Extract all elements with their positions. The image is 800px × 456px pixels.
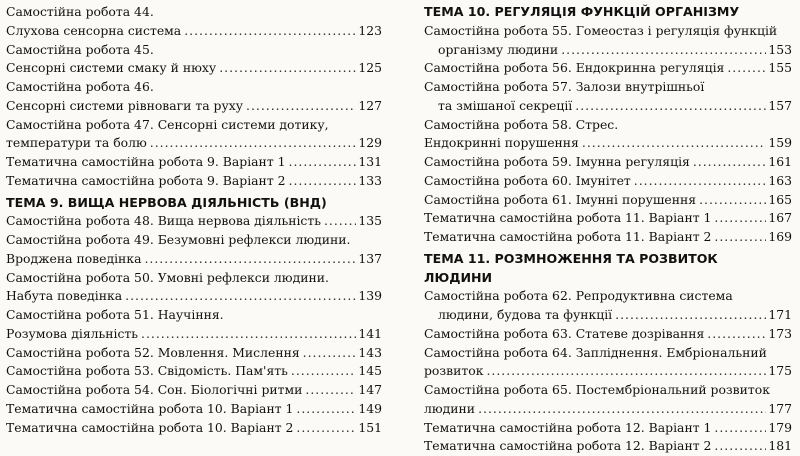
toc-entry-title: Самостійна робота 64. Запліднення. Ембріональний [424, 344, 767, 360]
toc-leader-dots [714, 437, 766, 456]
toc-leader-dots [324, 212, 356, 231]
toc-entry-title: Сенсорні системи рівноваги та руху [6, 97, 244, 113]
toc-entry [424, 400, 792, 419]
toc-leader-dots [184, 22, 356, 41]
toc-leader-dots [289, 153, 357, 172]
toc-page-number: 177 [768, 400, 792, 416]
toc-entry-title: Самостійна робота 56. Ендокринна регуляція [424, 60, 725, 76]
toc-leader-dots [144, 250, 356, 269]
toc-entry-title: Самостійна робота 63. Статеве дозрівання [424, 325, 705, 341]
toc-page-number: 179 [768, 419, 792, 435]
toc-heading-text: ТЕМА 10. РЕГУЛЯЦІЯ ФУНКЦІЙ ОРГАНІЗМУ [424, 4, 740, 19]
toc-entry [6, 22, 382, 41]
toc-entry [6, 250, 382, 269]
toc-leader-dots [634, 172, 767, 191]
toc-entry-title: Тематична самостійна робота 9. Варіант 1 [6, 154, 286, 169]
toc-page-number: 141 [358, 325, 382, 341]
toc-leader-dots [305, 381, 356, 400]
toc-entry-title: Самостійна робота 53. Свідомість. Пам'ять [6, 363, 288, 379]
toc-leader-dots [582, 134, 766, 153]
toc-entry-title: Самостійна робота 50. Умовні рефлекси людини. [6, 269, 329, 285]
toc-page-number: 153 [768, 41, 792, 57]
toc-section-heading [424, 250, 792, 269]
toc-entry [6, 306, 382, 325]
toc-page-number: 125 [358, 60, 382, 76]
toc-entry [6, 362, 382, 381]
toc-section-heading [424, 269, 792, 288]
toc-page-number: 157 [768, 97, 792, 113]
toc-entry-title: Самостійна робота 51. Научіння. [6, 307, 224, 322]
toc-page-number: 159 [768, 135, 792, 151]
toc-entry [6, 400, 382, 419]
toc-leader-dots [246, 97, 356, 116]
toc-entry [424, 59, 792, 78]
toc-leader-dots [727, 59, 766, 78]
toc-entry-title: Вроджена поведінка [6, 250, 142, 266]
toc-entry [424, 134, 792, 153]
toc-leader-dots [289, 172, 357, 191]
toc-leader-dots [615, 306, 766, 325]
toc-entry-title: Самостійна робота 48. Вища нервова діяльність [6, 213, 321, 229]
toc-entry-title: розвиток [424, 363, 484, 379]
toc-entry-title: Сенсорні системи смаку й нюху [6, 60, 217, 76]
toc-entry [6, 97, 382, 116]
toc-entry-title: Тематична самостійна робота 9. Варіант 2 [6, 172, 286, 188]
toc-entry-title: Тематична самостійна робота 10. Варіант 1 [6, 400, 294, 416]
toc-leader-dots [303, 344, 357, 363]
toc-leader-dots [291, 362, 356, 381]
toc-entry [424, 287, 792, 306]
toc-entry-title: Розумова діяльність [6, 325, 139, 341]
toc-leader-dots [714, 209, 766, 228]
toc-leader-dots [714, 419, 766, 438]
toc-page-number: 151 [358, 419, 382, 435]
toc-leader-dots [575, 97, 766, 116]
toc-entry-title: Самостійна робота 57. Залози внутрішньої [424, 79, 705, 94]
toc-entry [424, 228, 792, 247]
toc-page-number: 155 [768, 60, 792, 76]
toc-entry [424, 22, 792, 41]
toc-entry-title: Тематична самостійна робота 11. Варіант 1 [424, 210, 712, 226]
toc-leader-dots [125, 287, 356, 306]
toc-page-number: 145 [358, 363, 382, 379]
toc-entry [6, 134, 382, 153]
toc-leader-dots [707, 325, 766, 344]
toc-entry [424, 437, 792, 456]
toc-section-heading [424, 3, 792, 22]
toc-leader-dots [141, 325, 356, 344]
toc-entry [6, 269, 382, 288]
toc-page-number: 139 [358, 288, 382, 304]
toc-entry [6, 231, 382, 250]
toc-entry [6, 59, 382, 78]
toc-entry-title: Самостійна робота 47. Сенсорні системи дотику, [6, 116, 329, 132]
toc-page-number: 135 [358, 213, 382, 229]
toc-page-number: 165 [768, 191, 792, 207]
toc-entry-title: Самостійна робота 45. [6, 41, 154, 57]
toc-entry [424, 306, 792, 325]
toc-entry [6, 78, 382, 97]
toc-section-heading [6, 194, 382, 213]
toc-entry [6, 325, 382, 344]
toc-entry-title: Самостійна робота 58. Стрес. [424, 116, 619, 132]
toc-entry-title: Тематична самостійна робота 12. Варіант 1 [424, 419, 712, 435]
toc-right-column [424, 3, 792, 456]
toc-entry-title: Самостійна робота 49. Безумовні рефлекси людини. [6, 232, 351, 247]
toc-entry [6, 419, 382, 438]
toc-leader-dots [714, 228, 766, 247]
toc-leader-dots [150, 134, 357, 153]
toc-page-number: 169 [768, 229, 792, 244]
toc-leader-dots [693, 153, 766, 172]
toc-entry [424, 78, 792, 97]
toc-entry-title: Самостійна робота 62. Репродуктивна система [424, 288, 733, 304]
toc-page-number: 133 [358, 172, 382, 188]
toc-entry [6, 287, 382, 306]
toc-entry-title: Самостійна робота 46. [6, 79, 154, 94]
toc-entry [424, 41, 792, 60]
toc-entry-title: Слухова сенсорна система [6, 22, 182, 38]
toc-entry [424, 116, 792, 135]
toc-page-number: 147 [358, 382, 382, 397]
toc-entry-title: Набута поведінка [6, 288, 123, 304]
toc-heading-text: ТЕМА 11. РОЗМНОЖЕННЯ ТА РОЗВИТОК [424, 250, 718, 266]
toc-page-number: 181 [768, 438, 792, 454]
toc-entry [6, 172, 382, 191]
toc-entry [6, 116, 382, 135]
toc-entry-title: Самостійна робота 55. Гомеостаз і регуляція функцій [424, 22, 778, 38]
toc-entry-title: Самостійна робота 59. Імунна регуляція [424, 154, 690, 169]
toc-entry [424, 153, 792, 172]
toc-entry-title: організму людини [438, 41, 559, 57]
toc-entry [424, 381, 792, 400]
toc-leader-dots [699, 191, 766, 210]
toc-page-number: 149 [358, 400, 382, 416]
toc-entry [424, 344, 792, 363]
toc-entry-title: температури та болю [6, 135, 147, 151]
toc-entry [6, 41, 382, 60]
toc-entry-title: Самостійна робота 61. Імунні порушення [424, 191, 697, 207]
toc-entry-title: Тематична самостійна робота 10. Варіант 2 [6, 419, 294, 435]
toc-page-number: 167 [768, 210, 792, 226]
toc-entry-title: Тематична самостійна робота 12. Варіант 2 [424, 438, 712, 454]
toc-page-number: 143 [358, 344, 382, 360]
toc-page-number: 129 [358, 135, 382, 151]
toc-left-column [6, 3, 382, 437]
toc-page-number: 127 [358, 97, 382, 113]
toc-leader-dots [486, 362, 766, 381]
toc-page-number: 171 [768, 307, 792, 322]
toc-entry-title: Самостійна робота 44. [6, 4, 154, 19]
toc-leader-dots [296, 400, 356, 419]
toc-heading-text: ЛЮДИНИ [424, 269, 493, 285]
toc-entry [6, 344, 382, 363]
toc-entry-title: людини, будова та функції [438, 307, 613, 322]
toc-leader-dots [478, 400, 766, 419]
toc-entry [6, 153, 382, 172]
toc-page-number: 163 [768, 172, 792, 188]
toc-entry-title: Тематична самостійна робота 11. Варіант 2 [424, 229, 712, 244]
toc-entry [6, 212, 382, 231]
toc-entry-title: Ендокринні порушення [424, 135, 579, 151]
toc-entry [424, 419, 792, 438]
toc-entry-title: Самостійна робота 52. Мовлення. Мислення [6, 344, 300, 360]
toc-entry [424, 191, 792, 210]
toc-leader-dots [561, 41, 766, 60]
toc-page-number: 131 [358, 154, 382, 169]
toc-leader-dots [296, 419, 356, 438]
toc-entry [6, 3, 382, 22]
toc-entry [6, 381, 382, 400]
toc-page-number: 137 [358, 250, 382, 266]
toc-leader-dots [219, 59, 356, 78]
toc-entry [424, 362, 792, 381]
toc-entry-title: Самостійна робота 54. Сон. Біологічні ритми [6, 382, 303, 397]
toc-entry-title: Самостійна робота 65. Постембріональний розвиток [424, 382, 770, 397]
toc-entry [424, 97, 792, 116]
toc-entry-title: людини [424, 400, 476, 416]
toc-entry [424, 325, 792, 344]
toc-heading-text: ТЕМА 9. ВИЩА НЕРВОВА ДІЯЛЬНІСТЬ (ВНД) [6, 194, 327, 210]
toc-entry-title: та змішаної секреції [438, 97, 573, 113]
toc-page-number: 123 [358, 22, 382, 38]
toc-entry-title: Самостійна робота 60. Імунітет [424, 172, 631, 188]
toc-entry [424, 209, 792, 228]
toc-page-number: 175 [768, 363, 792, 379]
toc-entry [424, 172, 792, 191]
toc-page-number: 161 [768, 154, 792, 169]
toc-page-number: 173 [768, 325, 792, 341]
